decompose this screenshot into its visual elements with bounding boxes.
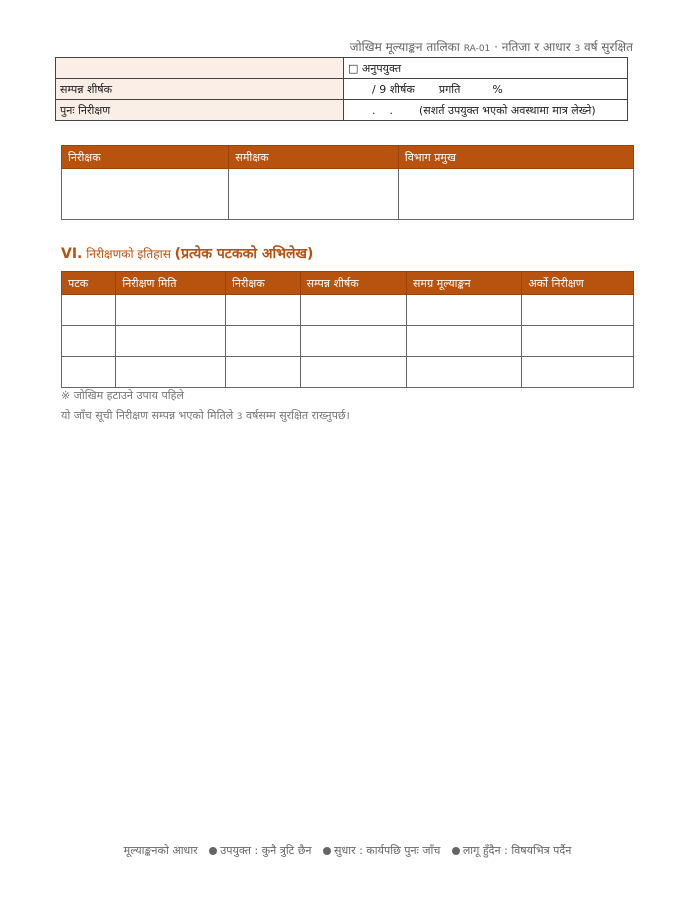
summary-row-reinspection bbox=[56, 100, 628, 121]
summary-label-blank bbox=[56, 58, 344, 79]
history-col-date: निरीक्षण मिति bbox=[116, 272, 226, 295]
retention-note bbox=[61, 408, 350, 423]
table-cell[interactable] bbox=[62, 295, 116, 326]
reviewer-header: समीक्षक bbox=[229, 146, 398, 169]
progress-label: प्रगति bbox=[438, 82, 461, 96]
summary-row-completed bbox=[56, 79, 628, 100]
bullet-icon bbox=[323, 847, 331, 855]
retention-note-b: वर्षसम्म सुरक्षित राख्नुपर्छ। bbox=[245, 409, 350, 422]
header-separator: · bbox=[494, 40, 498, 54]
inspector-header: निरीक्षक bbox=[62, 146, 229, 169]
header-years: 3 bbox=[574, 44, 581, 54]
table-cell[interactable] bbox=[226, 326, 301, 357]
header-subtitle-a: नतिजा र आधार bbox=[501, 40, 571, 54]
header-subtitle-b: वर्ष सुरक्षित bbox=[584, 40, 633, 54]
legend-item-not-applicable: लागू हुँदैन : विषयभित्र पर्दैन bbox=[462, 844, 572, 857]
table-cell[interactable] bbox=[226, 357, 301, 388]
items-of-total: / 9 शीर्षक bbox=[372, 82, 415, 96]
retention-years: 3 bbox=[236, 412, 243, 422]
table-cell[interactable] bbox=[116, 326, 226, 357]
table-row bbox=[62, 295, 634, 326]
evaluation-legend bbox=[0, 843, 695, 858]
bullet-icon bbox=[452, 847, 460, 855]
table-row bbox=[62, 357, 634, 388]
legend-item-improve: सुधार : कार्यपछि पुनः जाँच bbox=[334, 844, 441, 857]
reviewer-signature-cell[interactable] bbox=[229, 169, 398, 220]
bullet-icon bbox=[209, 847, 217, 855]
table-cell[interactable] bbox=[522, 326, 634, 357]
table-cell[interactable] bbox=[300, 295, 406, 326]
table-cell[interactable] bbox=[62, 326, 116, 357]
table-cell[interactable] bbox=[116, 357, 226, 388]
section-number: VI. bbox=[61, 246, 83, 262]
date-dot-2: . bbox=[389, 103, 393, 117]
history-col-round: पटक bbox=[62, 272, 116, 295]
header-title: जोखिम मूल्याङ्कन तालिका bbox=[349, 40, 460, 54]
reinspection-note: (सशर्त उपयुक्त भएको अवस्थामा मात्र लेख्ने) bbox=[419, 103, 596, 117]
percent-sign: % bbox=[492, 82, 503, 96]
form-code: RA-01 bbox=[463, 44, 491, 54]
history-col-next: अर्को निरीक्षण bbox=[522, 272, 634, 295]
signature-row bbox=[62, 169, 634, 220]
history-col-completed: सम्पन्न शीर्षक bbox=[300, 272, 406, 295]
table-cell[interactable] bbox=[62, 357, 116, 388]
table-cell[interactable] bbox=[406, 357, 521, 388]
history-table bbox=[61, 271, 634, 388]
table-cell[interactable] bbox=[522, 357, 634, 388]
risk-removal-note: ※ जोखिम हटाउने उपाय पहिले bbox=[61, 389, 184, 402]
history-section-title bbox=[61, 244, 313, 263]
page-header bbox=[350, 38, 633, 55]
history-title: निरीक्षणको इतिहास bbox=[86, 247, 171, 261]
summary-table bbox=[55, 57, 628, 121]
date-dot-1: . bbox=[372, 103, 376, 117]
reinspection-date-field[interactable] bbox=[344, 100, 628, 121]
signature-table bbox=[61, 145, 634, 220]
inspector-signature-cell[interactable] bbox=[62, 169, 229, 220]
table-cell[interactable] bbox=[522, 295, 634, 326]
legend-item-suitable: उपयुक्त : कुनै त्रुटि छैन bbox=[220, 844, 312, 857]
history-title-paren: (प्रत्येक पटकको अभिलेख) bbox=[174, 246, 314, 262]
completed-items-label: सम्पन्न शीर्षक bbox=[56, 79, 344, 100]
reinspection-label: पुनः निरीक्षण bbox=[56, 100, 344, 121]
table-cell[interactable] bbox=[226, 295, 301, 326]
history-header-row bbox=[62, 272, 634, 295]
summary-row-result bbox=[56, 58, 628, 79]
department-head-header: विभाग प्रमुख bbox=[398, 146, 633, 169]
table-row bbox=[62, 326, 634, 357]
legend-label: मूल्याङ्कनको आधार bbox=[123, 844, 198, 857]
signature-header-row bbox=[62, 146, 634, 169]
completed-items-field[interactable] bbox=[344, 79, 628, 100]
unsuitable-checkbox[interactable]: □ अनुपयुक्त bbox=[344, 58, 628, 79]
history-col-overall: समग्र मूल्याङ्कन bbox=[406, 272, 521, 295]
table-cell[interactable] bbox=[406, 326, 521, 357]
table-cell[interactable] bbox=[300, 326, 406, 357]
department-head-signature-cell[interactable] bbox=[398, 169, 633, 220]
history-col-inspector: निरीक्षक bbox=[226, 272, 301, 295]
table-cell[interactable] bbox=[116, 295, 226, 326]
retention-note-a: यो जाँच सूची निरीक्षण सम्पन्न भएको मितिले bbox=[61, 409, 234, 422]
table-cell[interactable] bbox=[406, 295, 521, 326]
table-cell[interactable] bbox=[300, 357, 406, 388]
